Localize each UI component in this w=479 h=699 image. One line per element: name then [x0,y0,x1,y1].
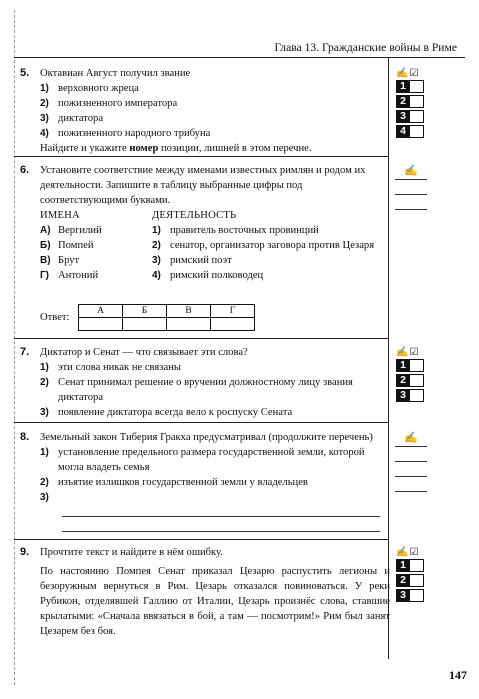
option-number: 2) [40,98,49,109]
answer-checkbox[interactable] [410,374,424,387]
name-item: А) Вергилий [40,225,102,236]
write-area-q6 [395,165,427,224]
answer-table-header: Б [123,305,167,318]
name-item: В) Брут [40,255,80,266]
option [40,111,390,126]
answer-write-line[interactable] [395,194,427,195]
answer-number: 2 [396,95,410,108]
activity-item: 2) сенатор, организатор заговора против Цезаря [152,240,375,251]
answer-write-line[interactable] [395,476,427,477]
answer-number: 4 [396,125,410,138]
activities-column [152,208,390,283]
answer-table-header: В [167,305,211,318]
answer-box-q9 [396,547,424,604]
answer-box-q7 [396,347,424,404]
answer-table-header: Г [211,305,255,318]
question-separator [14,422,388,423]
answer-number: 1 [396,80,410,93]
option: 3) появление диктатора всегда вело к роспуску Сената [40,407,293,418]
activity-item: 4) римский полководец [152,270,264,281]
answer-row: 2 [396,574,424,587]
name-item: Г) Антоний [40,270,99,281]
option [40,126,390,141]
write-area-q8 [395,432,427,506]
answer-table-header: А [79,305,123,318]
answer-row [396,80,424,93]
names-column [40,208,152,283]
answer-checkbox[interactable] [410,110,424,123]
answer-row: 3 [396,589,424,602]
answer-table-cell[interactable] [123,318,167,331]
answer-row: 1 [396,359,424,372]
option: 1) эти слова никак не связаны [40,362,181,373]
binding-dashed-line [14,10,15,685]
question-separator [14,338,388,339]
answer-write-line[interactable] [395,179,427,180]
activities-heading: ДЕЯТЕЛЬНОСТЬ [152,210,237,221]
answer-write-line[interactable] [395,461,427,462]
question-separator [14,539,388,540]
option [40,81,390,96]
option-text: пожизненного императора [58,98,178,109]
question-number: 9. [20,546,30,558]
answer-label: Ответ: [40,312,70,323]
question-text: Прочтите текст и найдите в нём ошибку. [40,547,223,558]
option-text: диктатора [58,113,104,124]
answer-write-line[interactable] [395,491,427,492]
answer-checkbox[interactable] [410,574,424,587]
reading-passage: По настоянию Помпея Сенат приказал Цезарю распустить легионы и безоружным вернуться в Рим. Цезарь отказался повиноваться. У реки Рубикон, отделявшей Галлию от Италии, Цезарь произнёс слова, ставшие крылатыми: «Сначала ввязаться в бой, а там — посмотрим!» Рим был занят Цезарем без боя. [40,566,390,637]
pen-icon: ✍ [404,165,418,177]
answer-row [396,110,424,123]
question-7 [20,345,390,420]
answer-write-line[interactable] [395,209,427,210]
question-number: 6. [20,164,30,176]
question-number: 5. [20,67,30,79]
option-text: верховного жреца [58,83,139,94]
option-number: 1) [40,83,49,94]
answer-table-cell[interactable] [167,318,211,331]
answer-checkbox[interactable] [410,125,424,138]
pen-check-icon: ✍☑ [396,547,420,558]
page-number: 147 [449,668,467,682]
answer-row [396,95,424,108]
answer-table [78,304,255,331]
answer-number: 3 [396,110,410,123]
activity-item: 3) римский поэт [152,255,232,266]
option: 3) [40,492,49,503]
option: 2) изъятие излишков государственной земли у владельцев [40,477,308,488]
answer-row: 1 [396,559,424,572]
page-header [14,40,465,58]
answer-write-line[interactable] [395,446,427,447]
option-number: 3) [40,113,49,124]
question-instruction: Найдите и укажите номер позиции, лишней в этом перечне. [40,143,312,154]
option: 2) Сенат принимал решение о вручении должностному лицу звания диктатора [40,377,353,403]
fill-in-line[interactable] [62,531,380,532]
pen-check-icon: ✍☑ [396,68,420,79]
option-text: пожизненного народного трибуна [58,128,211,139]
answer-row: 2 [396,374,424,387]
question-6 [20,163,390,283]
name-item: Б) Помпей [40,240,94,251]
activity-item: 1) правитель восточных провинций [152,225,319,236]
matching-columns [40,208,390,283]
option-number: 4) [40,128,49,139]
question-text: Земельный закон Тиберия Гракха предусматривал (продолжите перечень) [40,432,373,443]
answer-row: 3 [396,389,424,402]
chapter-title: Глава 13. Гражданские войны в Риме [274,41,457,54]
question-number: 8. [20,431,30,443]
fill-in-line[interactable] [62,516,380,517]
pen-icon: ✍ [404,432,418,444]
answer-table-cell[interactable] [211,318,255,331]
pen-check-icon: ✍☑ [396,347,420,358]
names-heading: ИМЕНА [40,210,80,221]
question-8 [20,430,390,505]
option: 1) установление предельного размера государственной земли, которой могла владеть семья [40,447,365,473]
answer-checkbox[interactable] [410,80,424,93]
answer-checkbox[interactable] [410,389,424,402]
question-text: Установите соответствие между именами известных римлян и родом их деятельности. Запишите в таблицу выбранные цифры под соответствующими буквами. [40,165,366,206]
answer-checkbox[interactable] [410,359,424,372]
question-5 [20,66,390,156]
question-separator [14,156,388,157]
answer-row [396,125,424,138]
answer-checkbox[interactable] [410,559,424,572]
answer-table-cell[interactable] [79,318,123,331]
option [40,96,390,111]
answer-checkbox[interactable] [410,95,424,108]
question-text: Диктатор и Сенат — что связывает эти слова? [40,347,248,358]
question-9 [20,545,390,639]
answer-checkbox[interactable] [410,589,424,602]
question-number: 7. [20,346,30,358]
question-text: Октавиан Август получил звание [40,68,191,79]
answer-box-q5 [396,68,424,140]
